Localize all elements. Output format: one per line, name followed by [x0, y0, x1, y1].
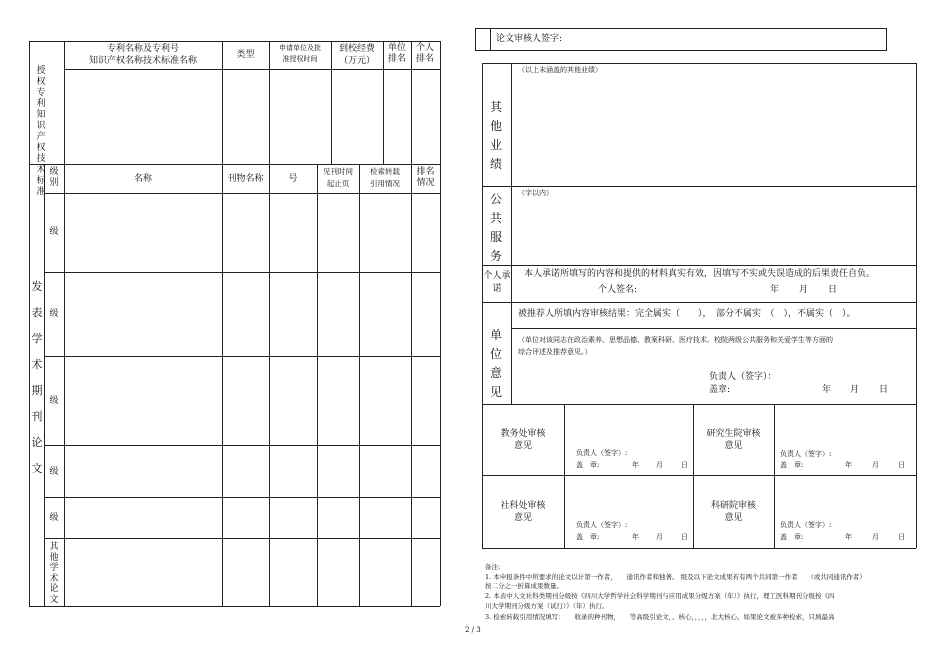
social-science-year: 年: [632, 533, 639, 541]
academic-affairs-review-title: 教务处审核 意见: [500, 429, 546, 451]
academic-affairs-year: 年: [632, 461, 639, 469]
unit-opinion-label: 单位意见: [489, 328, 502, 399]
social-science-seal: 盖 章:: [576, 533, 600, 541]
pledge-text: 本人承诺所填写的内容和提供的材料真实有效，因填写不实或失误造成的后果责任自负。: [524, 269, 876, 279]
page-number: 2 / 3: [465, 626, 481, 634]
level-row-label: 级: [49, 227, 59, 237]
unit-responsible-label: 负责人（签字）：: [709, 372, 777, 382]
reviewer-sign-label: 论文审核人签字:: [496, 34, 563, 44]
papers-pages-header: 见刊时间 起止页: [323, 167, 353, 188]
pledge-sign-label: 个人签名:: [598, 285, 638, 295]
pledge-day: 日: [828, 285, 838, 295]
other-achievements-label: 其他业绩: [489, 100, 502, 171]
graduate-school-month: 月: [872, 461, 879, 469]
graduate-school-review-title: 研究生院审核 意见: [706, 429, 761, 451]
papers-number-header: 号: [288, 174, 298, 184]
unit-verify-text: 被推荐人所填内容审核结果：完全属实（ ）， 部分不属实 （ ），不属实（ ）。: [518, 309, 856, 319]
patent-apply-header: 申请单位及批 准授权时间: [279, 44, 321, 63]
graduate-school-seal: 盖 章:: [780, 461, 804, 469]
level-row-label: 级: [49, 513, 59, 523]
social-science-review-title: 社科处审核 意见: [500, 501, 546, 523]
research-institute-month: 月: [872, 533, 879, 541]
graduate-school-year: 年: [845, 461, 852, 469]
note-line: 2. 本表中人文社科类期刊分级按《四川大学哲学社会科学期刊与应用成果分级方案（年）》执行，理工医科期刊分级按《四: [485, 592, 835, 600]
unit-month: 月: [850, 385, 860, 395]
unit-opinion-note: 综合评述及推荐意见。）: [518, 348, 592, 356]
papers-index-header: 检索转载 引用情况: [370, 167, 400, 188]
patent-section-label: 授权专利知识产权技术标准: [36, 66, 46, 197]
research-institute-responsible: 负责人（签字）:: [780, 521, 832, 529]
papers-rank-header: 排名情况: [416, 167, 435, 188]
academic-affairs-seal: 盖 章:: [576, 461, 600, 469]
level-row-label: 级: [49, 467, 59, 477]
note-line: 3. 检索转载引用情况填写： 收录的种刊物， 等高级引论文，、核心，，，，，北大核心。如果论文被多种检索，只填最高: [485, 613, 835, 621]
patent-type-header: 类型: [236, 50, 255, 60]
patent-personal-rank-header: 个人排名: [415, 43, 434, 64]
academic-affairs-month: 月: [656, 461, 663, 469]
papers-name-header: 名称: [133, 174, 152, 184]
patent-unit-rank-header: 单位排名: [387, 43, 406, 64]
notes-title: 备注:: [485, 563, 501, 571]
note-line: 川大学期刊分级方案（试行）》（年）执行。: [485, 602, 609, 610]
papers-section-label: 发表学术期刊论文: [31, 280, 43, 475]
patent-funding-header: 到校经费 （万元）: [338, 44, 375, 66]
level-row-label: 级: [49, 309, 59, 319]
unit-day: 日: [879, 385, 889, 395]
note-line: 按二分之一折算成果数量。: [485, 582, 563, 590]
pledge-month: 月: [799, 285, 809, 295]
level-row-label: 级: [49, 396, 59, 406]
note-line: 1. 本申报条件中所要求的论文以计第一作者， 通讯作者和独著。 级及以下论文成果若有两个共同第一作者 （或共同通讯作者）: [485, 573, 866, 581]
research-institute-review-title: 科研院审核 意见: [710, 501, 756, 523]
pledge-year: 年: [770, 285, 780, 295]
social-science-responsible: 负责人（签字）:: [576, 521, 628, 529]
research-institute-day: 日: [898, 533, 905, 541]
research-institute-seal: 盖 章:: [780, 533, 804, 541]
public-service-label: 公共服务: [489, 192, 502, 263]
social-science-day: 日: [681, 533, 688, 541]
academic-affairs-responsible: 负责人（签字）:: [576, 449, 628, 457]
pledge-label: 个人承诺: [483, 271, 511, 294]
social-science-month: 月: [656, 533, 663, 541]
other-achievements-hint: （以上未涵盖的其他业绩）: [518, 66, 602, 74]
graduate-school-responsible: 负责人（签字）:: [780, 450, 832, 458]
patent-name-header: 专利名称及专利号 知识产权名称技术标准名称: [88, 44, 197, 66]
research-institute-year: 年: [845, 533, 852, 541]
papers-journal-header: 刊物名称: [227, 174, 264, 184]
public-service-hint: （字以内）: [518, 189, 553, 197]
graduate-school-day: 日: [898, 461, 905, 469]
unit-year: 年: [822, 385, 832, 395]
unit-seal-label: 盖章:: [709, 385, 731, 395]
papers-level-header: 级别: [49, 167, 59, 188]
other-papers-label: 其他学术论文: [49, 542, 59, 605]
unit-opinion-note: （单位对该同志在政治素养、思想品德、教案科研、医疗技术、校院两级公共服务和关爱学生等方面的: [518, 336, 833, 344]
academic-affairs-day: 日: [681, 461, 688, 469]
